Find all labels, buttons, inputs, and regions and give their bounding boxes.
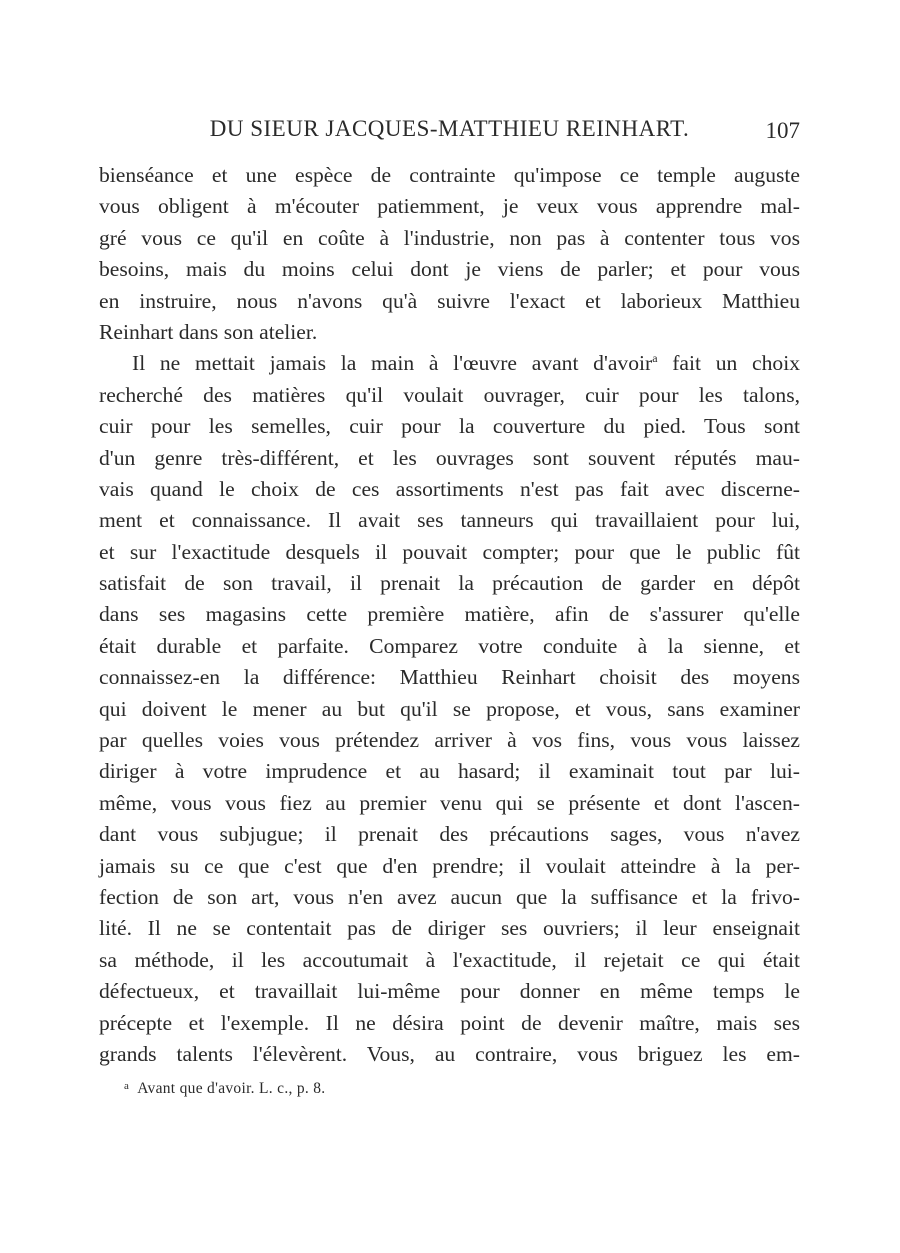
- text-line: connaissez-en la différence: Matthieu Reinhart choisit des moyens: [99, 665, 800, 690]
- text-line: par quelles voies vous prétendez arriver à vos fins, vous vous laissez: [99, 728, 800, 753]
- text-line: défectueux, et travaillait lui-même pour donner en même temps le: [99, 979, 800, 1004]
- text-line: sa méthode, il les accoutumait à l'exactitude, il rejetait ce qui était: [99, 947, 800, 972]
- text-line: lité. Il ne se contentait pas de diriger ses ouvriers; il leur enseignait: [99, 916, 800, 941]
- footnote-text: Avant que d'avoir. L. c., p. 8.: [137, 1080, 326, 1097]
- text-line-with-footnote: [99, 348, 800, 379]
- text-line: dant vous subjugue; il prenait des précautions sages, vous n'avez: [99, 822, 800, 847]
- text-line: gré vous ce qu'il en coûte à l'industrie, non pas à contenter tous vos: [99, 225, 800, 250]
- text-line: satisfait de son travail, il prenait la précaution de garder en dépôt: [99, 571, 800, 596]
- text-line: Reinhart dans son atelier.: [99, 319, 318, 344]
- footnote: [124, 1080, 325, 1098]
- text-line: grands talents l'élevèrent. Vous, au contraire, vous briguez les em-: [99, 1041, 800, 1066]
- text-line: cuir pour les semelles, cuir pour la couverture du pied. Tous sont: [99, 414, 800, 439]
- text-line: fection de son art, vous n'en avez aucun que la suffisance et la frivo-: [99, 884, 800, 909]
- text-line: besoins, mais du moins celui dont je viens de parler; et pour vous: [99, 257, 800, 282]
- text-line: dans ses magasins cette première matière, afin de s'assurer qu'elle: [99, 602, 800, 627]
- page-header: [99, 116, 800, 146]
- text-line: en instruire, nous n'avons qu'à suivre l'exact et laborieux Matthieu: [99, 288, 800, 313]
- text-line: diriger à votre imprudence et au hasard; il examinait tout par lui-: [99, 759, 800, 784]
- page-number: 107: [765, 118, 800, 143]
- text-line: était durable et parfaite. Comparez votre conduite à la sienne, et: [99, 633, 800, 658]
- text-line: bienséance et une espèce de contrainte qu'impose ce temple auguste: [99, 163, 800, 187]
- text-line: ment et connaissance. Il avait ses tanneurs qui travaillaient pour lui,: [99, 508, 800, 533]
- text-line-start: Il ne mettait jamais la main à l'œuvre avant d'avoir: [132, 351, 653, 376]
- text-line: d'un genre très-différent, et les ouvrages sont souvent réputés mau-: [99, 445, 800, 470]
- text-line: qui doivent le mener au but qu'il se propose, et vous, sans examiner: [99, 696, 800, 721]
- text-line: jamais su ce que c'est que d'en prendre; il voulait atteindre à la per-: [99, 853, 800, 878]
- text-line: et sur l'exactitude desquels il pouvait compter; pour que le public fût: [99, 539, 800, 564]
- text-line: même, vous vous fiez au premier venu qui se présente et dont l'ascen-: [99, 790, 800, 815]
- text-line: précepte et l'exemple. Il ne désira point de devenir maître, mais ses: [99, 1010, 800, 1035]
- text-line: vais quand le choix de ces assortiments n'est pas fait avec discerne-: [99, 476, 800, 501]
- text-line: recherché des matières qu'il voulait ouvrager, cuir pour les talons,: [99, 382, 800, 407]
- text-line-end: fait un choix: [657, 351, 800, 376]
- text-line: vous obligent à m'écouter patiemment, je veux vous apprendre mal-: [99, 194, 800, 219]
- body-text: [99, 160, 800, 1070]
- footnote-marker: a: [124, 1080, 130, 1092]
- running-head: DU SIEUR JACQUES-MATTHIEU REINHART.: [209, 116, 690, 141]
- footnote-reference[interactable]: a: [652, 351, 658, 366]
